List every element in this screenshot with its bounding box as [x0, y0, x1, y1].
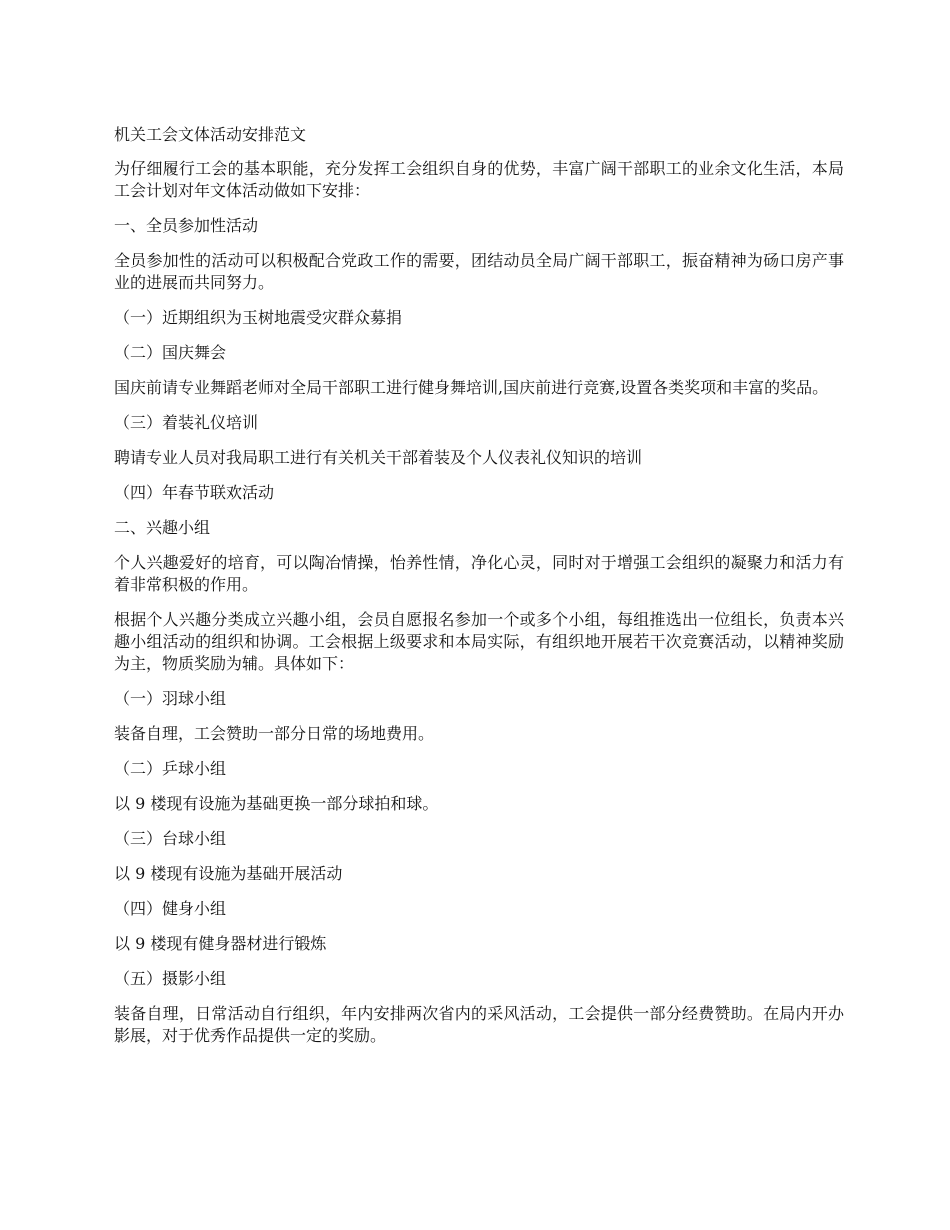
paragraph-2-1: 装备自理，工会赞助一部分日常的场地费用。	[114, 724, 435, 743]
paragraph-2-4: 以 9 楼现有健身器材进行锻炼	[114, 934, 327, 953]
section-heading-2: 二、兴趣小组	[114, 518, 211, 537]
subheading-2-2: （二）乒球小组	[114, 759, 227, 778]
paragraph-intro: 为仔细履行工会的基本职能，充分发挥工会组织自身的优势，丰富广阔干部职工的业余文化生活，本局工会计划对年文体活动做如下安排：	[114, 159, 844, 200]
subheading-1-1: （一）近期组织为玉树地震受灾群众募捐	[114, 308, 403, 327]
subheading-1-4: （四）年春节联欢活动	[114, 483, 275, 502]
section-heading-1: 一、全员参加性活动	[114, 216, 259, 235]
paragraph-1-2: 国庆前请专业舞蹈老师对全局干部职工进行健身舞培训,国庆前进行竞赛,设置各类奖项和丰富的奖品。	[114, 378, 829, 397]
subheading-1-3: （三）着装礼仪培训	[114, 413, 259, 432]
paragraph-section-2a: 个人兴趣爱好的培育，可以陶冶情操，怡养性情，净化心灵，同时对于增强工会组织的凝聚力和活力有着非常积极的作用。	[114, 553, 844, 594]
document-title: 机关工会文体活动安排范文	[114, 125, 307, 144]
document-page	[114, 124, 844, 1060]
paragraph-section-1: 全员参加性的活动可以积极配合党政工作的需要，团结动员全局广阔干部职工，振奋精神为砀口房产事业的进展而共同努力。	[114, 251, 844, 292]
paragraph-section-2b: 根据个人兴趣分类成立兴趣小组，会员自愿报名参加一个或多个小组，每组推选出一位组长，负责本兴趣小组活动的组织和协调。工会根据上级要求和本局实际，有组织地开展若干次竞赛活动，以精神奖励为主，物质奖励为辅。具体如下：	[114, 610, 844, 673]
paragraph-2-2: 以 9 楼现有设施为基础更换一部分球拍和球。	[114, 794, 439, 813]
subheading-2-4: （四）健身小组	[114, 899, 227, 918]
paragraph-2-5: 装备自理，日常活动自行组织，年内安排两次省内的采风活动，工会提供一部分经费赞助。在局内开办影展，对于优秀作品提供一定的奖励。	[114, 1004, 844, 1045]
paragraph-1-3: 聘请专业人员对我局职工进行有关机关干部着装及个人仪表礼仪知识的培训	[114, 448, 643, 467]
subheading-2-3: （三）台球小组	[114, 829, 227, 848]
subheading-2-5: （五）摄影小组	[114, 969, 227, 988]
paragraph-2-3: 以 9 楼现有设施为基础开展活动	[114, 864, 343, 883]
subheading-1-2: （二）国庆舞会	[114, 343, 227, 362]
subheading-2-1: （一）羽球小组	[114, 689, 227, 708]
